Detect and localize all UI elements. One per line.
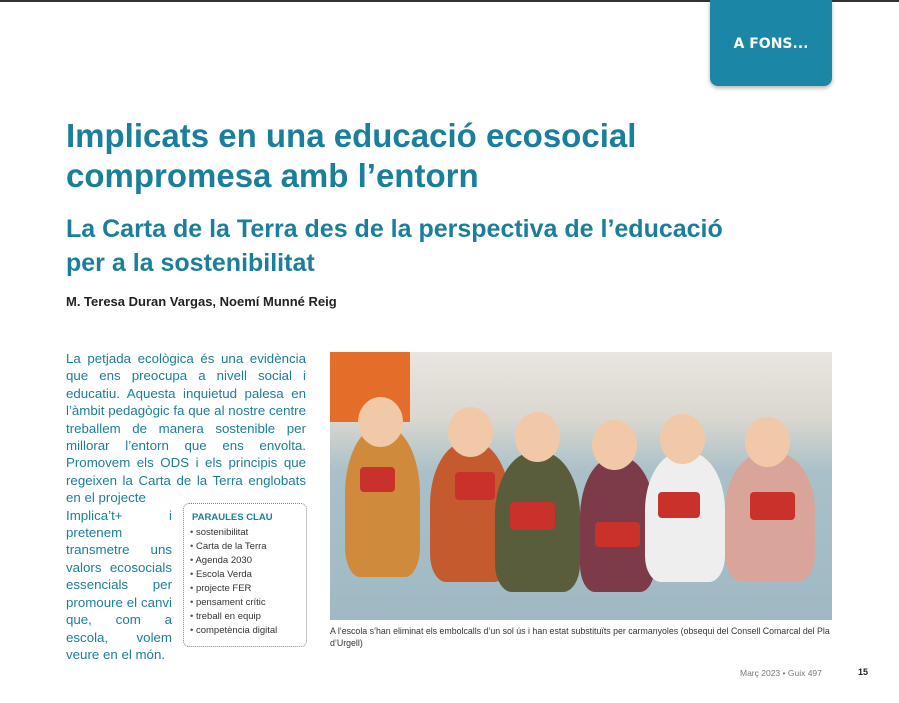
- lunchbox: [658, 492, 700, 518]
- keywords-box: [183, 503, 307, 647]
- lunchbox: [750, 492, 795, 520]
- child-head: [660, 414, 705, 464]
- article-title: Implicats en una educació ecosocial compromesa amb l’entorn: [66, 117, 637, 194]
- keywords-list: [184, 526, 306, 638]
- keyword: • Agenda 2030: [190, 554, 306, 568]
- lead-paragraph-continued: Implica’t+ i pretenem transmetre uns valors ecosocials essencials per promoure el canvi que, com a escola, volem veure en el món.: [66, 507, 172, 662]
- child-head: [592, 420, 637, 470]
- lunchbox: [455, 472, 495, 500]
- child-head: [358, 397, 403, 447]
- lunchbox: [360, 467, 395, 492]
- keywords-heading: PARAULES CLAU: [192, 512, 273, 523]
- section-tab: A FONS...: [710, 0, 832, 86]
- authors: M. Teresa Duran Vargas, Noemí Munné Reig: [66, 294, 337, 309]
- lead-paragraph: La petjada ecològica és una evidència que ens preocupa a nivell social i educatiu. Aquesta inquietud palesa en l’àmbit pedagògic fa que al nostre centre treballem de manera sostenible per millorar l’entorn que ens envolta. Promovem els ODS i els principis que regeixen la Carta de la Terra englobats en el projecte: [66, 351, 306, 506]
- child-head: [515, 412, 560, 462]
- article-header: [66, 116, 846, 309]
- keyword: • Escola Verda: [190, 568, 306, 582]
- issue-info: Març 2023 • Guix 497: [740, 668, 822, 678]
- keyword: • pensament crític: [190, 596, 306, 610]
- keyword: • Carta de la Terra: [190, 540, 306, 554]
- children-photo: [330, 352, 832, 620]
- child-head: [745, 417, 790, 467]
- keyword: • sostenibilitat: [190, 526, 306, 540]
- keyword: • projecte FER: [190, 582, 306, 596]
- keyword: • competència digital: [190, 624, 306, 638]
- lunchbox: [510, 502, 555, 530]
- keyword: • treball en equip: [190, 610, 306, 624]
- child-head: [448, 407, 493, 457]
- article-subtitle: La Carta de la Terra des de la perspectiva de l’educació per a la sostenibilitat: [66, 215, 723, 277]
- lunchbox: [595, 522, 640, 547]
- child: [345, 427, 420, 577]
- photo-caption: A l’escola s’han eliminat els embolcalls d’un sol ús i han estat substituïts per carmanyoles (obsequi del Consell Comarcal del Pla d’Urgell): [330, 626, 830, 648]
- page-number: 15: [858, 667, 869, 677]
